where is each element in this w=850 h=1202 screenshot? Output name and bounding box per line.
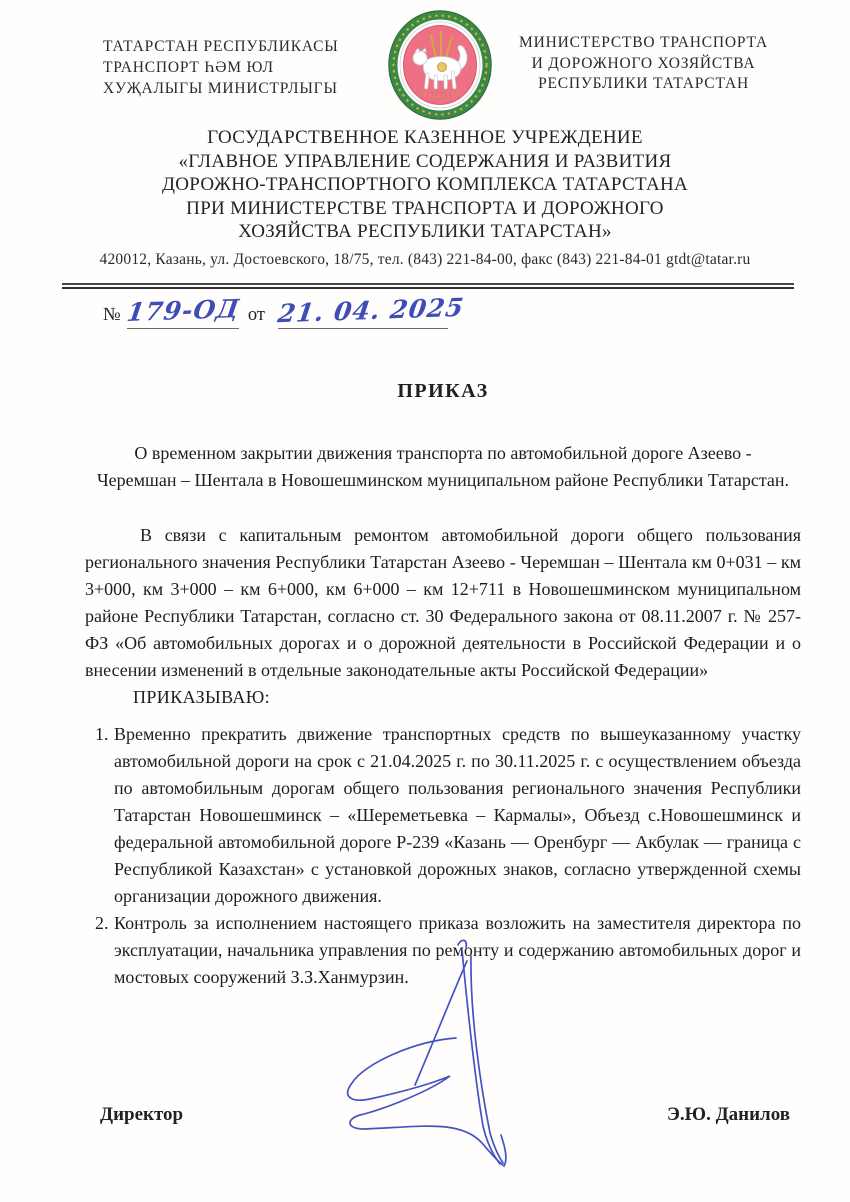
signer-name: Э.Ю. Данилов — [667, 1104, 790, 1125]
document-body — [85, 378, 801, 991]
letterhead-divider — [62, 283, 794, 289]
order-date-field — [275, 292, 466, 329]
order-number-label: № — [103, 305, 121, 325]
coat-of-arms-icon — [387, 9, 493, 121]
organization-name — [0, 126, 850, 244]
order-number-handwritten: 179-ОД — [125, 293, 242, 328]
letterhead-tatar-name — [103, 36, 339, 99]
order-item-1: 1. Временно прекратить движение транспортных средств по вышеуказанному участку автомобильной дороги на срок с 21.04.2025 г. по 30.11.2025 г. с осуществлением объезда по автомобильным дорогам общего пользования регионального значения Республики Татарстан Новошешминск – «Шереметьевка – Кармалы», Объезд с.Новошешминск и федеральной автомобильной дороге Р-239 «Казань — Оренбург — Акбулак — граница с Республикой Казахстан» с установкой дорожных знаков, согласно утвержденной схемы организации дорожного движения. — [113, 721, 801, 910]
letterhead-tatar-line: ТАТАРСТАН РЕСПУБЛИКАСЫ — [103, 38, 339, 55]
order-requisites — [103, 292, 466, 329]
letterhead-russian-line: РЕСПУБЛИКИ ТАТАРСТАН — [538, 75, 749, 92]
letterhead-russian-line: И ДОРОЖНОГО ХОЗЯЙСТВА — [531, 54, 756, 72]
organization-name-line: ГОСУДАРСТВЕННОЕ КАЗЕННОЕ УЧРЕЖДЕНИЕ — [207, 127, 643, 148]
order-item-2: 2. Контроль за исполнением настоящего приказа возложить на заместителя директора по эксплуатации, начальника управления по ремонту и содержанию автомобильных дорог и мостовых сооружений З.З.Ханмурзин. — [113, 910, 801, 991]
contact-address-line: 420012, Казань, ул. Достоевского, 18/75, тел. (843) 221-84-00, факс (843) 221-84-01 gtdt@tatar.ru — [99, 251, 751, 268]
order-date-label: от — [247, 305, 265, 325]
letterhead-russian-name — [519, 33, 768, 95]
order-preamble: В связи с капитальным ремонтом автомобильной дороги общего пользования регионального значения Республики Татарстан Азеево - Черемшан – Шентала км 0+031 – км 3+000, км 3+000 – км 6+000, км 6+000 – км 12+711 в Новошешминском муниципальном районе Республики Татарстан, согласно ст. 30 Федерального закона от 08.11.2007 г. № 257-ФЗ «Об автомобильных дорогах и о дорожной деятельности в Российской Федерации и о внесении изменений в отдельные законодательные акты Российской Федерации» — [85, 525, 801, 680]
letterhead-tatar-line: ТРАНСПОРТ ҺӘМ ЮЛ — [103, 59, 274, 76]
organization-name-line: ДОРОЖНО-ТРАНСПОРТНОГО КОМПЛЕКСА ТАТАРСТАНА — [161, 174, 689, 195]
order-date-handwritten: 21. 04. 2025 — [275, 292, 466, 329]
letterhead-russian-line: МИНИСТЕРСТВО ТРАНСПОРТА — [519, 34, 768, 51]
order-number-field — [125, 293, 242, 329]
emblem-ring-text: ТАТАРСТАН — [417, 89, 463, 101]
organization-name-line: «ГЛАВНОЕ УПРАВЛЕНИЕ СОДЕРЖАНИЯ И РАЗВИТИЯ — [178, 150, 672, 172]
letterhead-tatar-line: ХУҖАЛЫГЫ МИНИСТРЛЫГЫ — [103, 80, 338, 97]
order-title: ПРИКАЗ — [397, 380, 489, 402]
organization-name-line: ПРИ МИНИСТЕРСТВЕ ТРАНСПОРТА И ДОРОЖНОГО — [186, 197, 664, 219]
position-title: Директор — [100, 1104, 184, 1125]
order-subject: О временном закрытии движения транспорта по автомобильной дороге Азеево - Черемшан – Шентала в Новошешминском муниципальном районе Республики Татарстан. — [96, 443, 790, 490]
resolve-word: ПРИКАЗЫВАЮ: — [133, 687, 271, 707]
organization-name-line: ХОЗЯЙСТВА РЕСПУБЛИКИ ТАТАРСТАН» — [238, 221, 612, 242]
handwritten-signature-icon — [335, 933, 585, 1195]
